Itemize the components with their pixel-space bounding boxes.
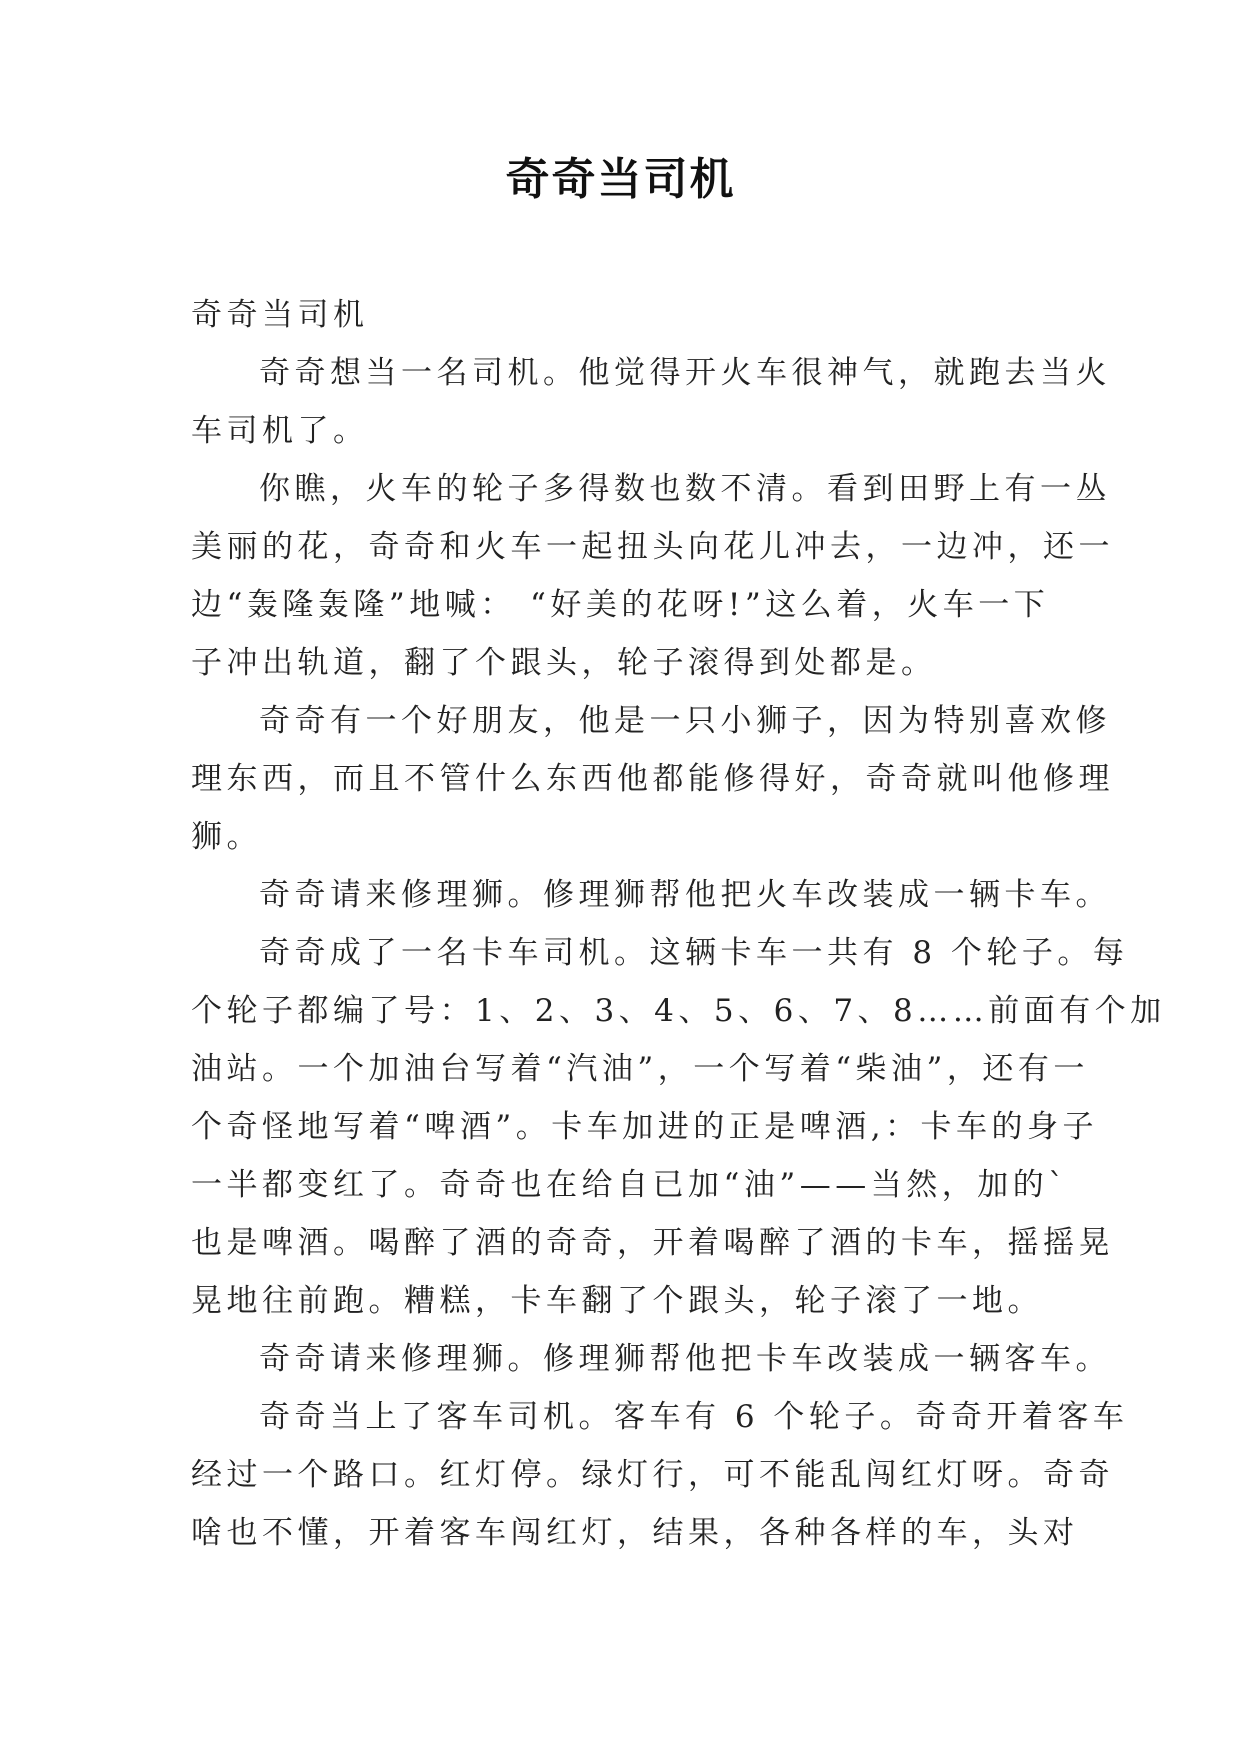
text-line: 你瞧，火车的轮子多得数也数不清。看到田野上有一丛 [259,471,1111,507]
text-line: 奇奇请来修理狮。修理狮帮他把火车改装成一辆卡车。 [259,877,1111,913]
text-line: 奇奇当司机 [191,297,369,333]
text-line: 子冲出轨道，翻了个跟头，轮子滚得到处都是。 [191,645,937,681]
text-line: 油站。一个加油台写着“汽油”，一个写着“柴油”，还有一 [191,1051,1089,1087]
text-line: 理东西，而且不管什么东西他都能修得好，奇奇就叫他修理 [191,761,1114,797]
text-line: 奇奇想当一名司机。他觉得开火车很神气，就跑去当火 [259,355,1111,391]
text-line: 奇奇请来修理狮。修理狮帮他把卡车改装成一辆客车。 [259,1341,1111,1377]
text-line: 奇奇有一个好朋友，他是一只小狮子，因为特别喜欢修 [259,703,1111,739]
text-line: 边“轰隆轰隆”地喊： “好美的花呀!”这么着，火车一下 [191,587,1050,623]
document-title: 奇奇当司机 [505,154,736,205]
text-line: 晃地往前跑。糟糕，卡车翻了个跟头，轮子滚了一地。 [191,1283,1043,1319]
text-line: 奇奇当上了客车司机。客车有 6 个轮子。奇奇开着客车 [259,1399,1129,1435]
text-line: 经过一个路口。红灯停。绿灯行，可不能乱闯红灯呀。奇奇 [191,1457,1114,1493]
text-line: 个轮子都编了号：1、2、3、4、5、6、7、8……前面有个加 [191,993,1166,1029]
text-line: 一半都变红了。奇奇也在给自已加“油”——当然，加的` [191,1167,1069,1203]
text-line: 啥也不懂，开着客车闯红灯，结果，各种各样的车，头对 [191,1515,1079,1551]
text-line: 车司机了。 [191,413,369,449]
document-body [191,286,1166,1562]
text-line: 也是啤酒。喝醉了酒的奇奇，开着喝醉了酒的卡车，摇摇晃 [191,1225,1114,1261]
text-line: 狮。 [191,819,262,855]
text-line: 美丽的花，奇奇和火车一起扭头向花儿冲去，一边冲，还一 [191,529,1114,565]
text-line: 个奇怪地写着“啤酒”。卡车加进的正是啤酒,：卡车的身子 [191,1109,1099,1145]
text-line: 奇奇成了一名卡车司机。这辆卡车一共有 8 个轮子。每 [259,935,1129,971]
